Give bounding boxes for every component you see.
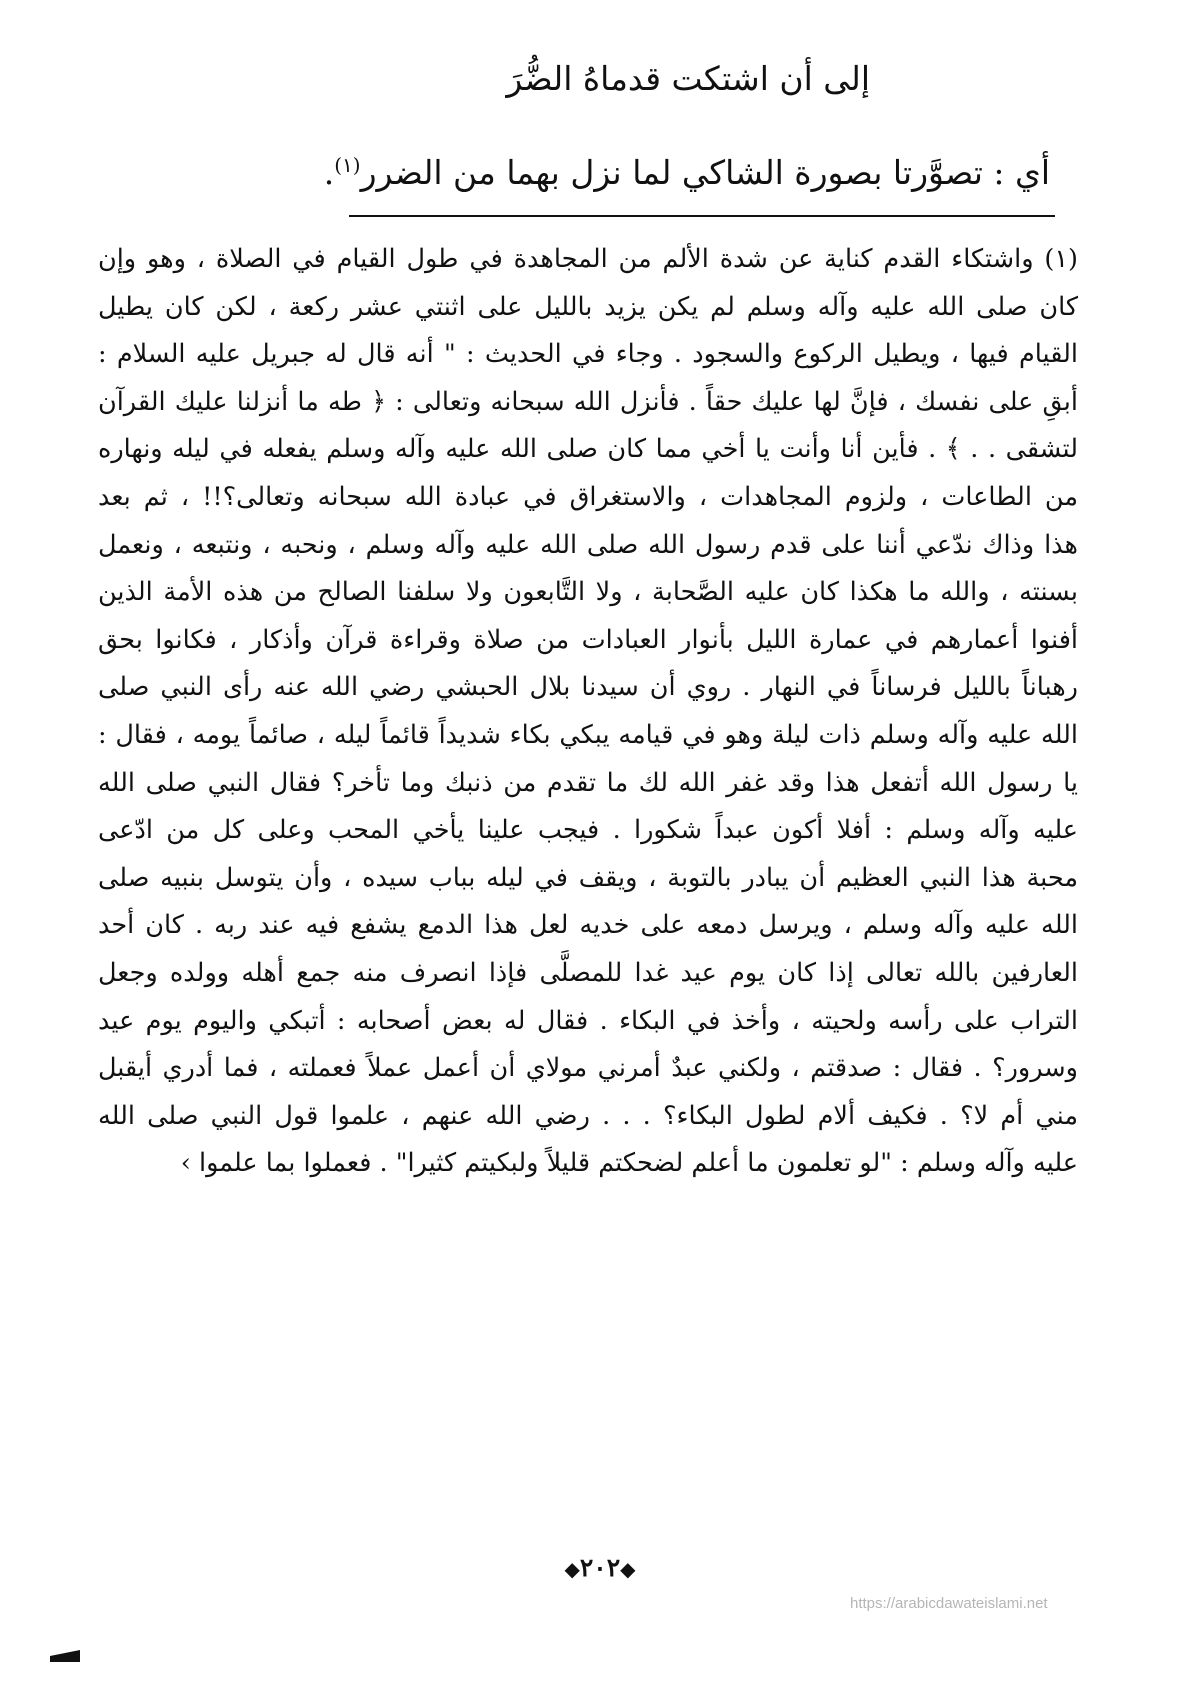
- footnote-reference: (١): [334, 153, 361, 177]
- footnote-line: التراب على رأسه ولحيته ، وأخذ في البكاء . فقال له بعض أصحابه : أتبكي واليوم يوم عيد: [98, 1005, 1078, 1036]
- footnote-divider: [349, 215, 1055, 217]
- footnote-line: القيام فيها ، ويطيل الركوع والسجود . وجاء في الحديث : " أنه قال له جبريل عليه السلام :: [98, 339, 1078, 370]
- watermark-url: https://arabicdawateislami.net: [850, 1595, 1048, 1612]
- footnote-line: لتشقى . . ﴾ . فأين أنا وأنت يا أخي مما كان صلى الله عليه وآله وسلم يفعله في ليله ونهاره: [98, 434, 1078, 465]
- corner-mark: [50, 1650, 80, 1662]
- footnote-line: رهباناً بالليل فرساناً في النهار . روي أن سيدنا بلال الحبشي رضي الله عنه رأى النبي صلى: [98, 672, 1078, 703]
- verse-line: إلى أن اشتكت قدماهُ الضُّرَ: [506, 59, 870, 98]
- footnote-line: هذا وذاك ندّعي أننا على قدم رسول الله صلى الله عليه وآله وسلم ، ونحبه ، ونتبعه ، ونعمل: [98, 529, 1078, 560]
- footnote-line: محبة هذا النبي العظيم أن يبادر بالتوبة ، ويقف في ليله بباب سيده ، وأن يتوسل بنبيه صلى: [98, 862, 1078, 893]
- page-number: [0, 1553, 1200, 1582]
- explanation-line: [270, 148, 1050, 198]
- footnote-line: الله عليه وآله وسلم ، ويرسل دمعه على خديه لعل هذا الدمع يشفع فيه عند ربه . كان أحد: [98, 910, 1078, 941]
- footnote-line: يا رسول الله أتفعل هذا وقد غفر الله لك ما تقدم من ذنبك وما تأخر؟ فقال النبي صلى الله: [98, 767, 1078, 798]
- explanation-end: .: [323, 153, 335, 192]
- footnote-line: بسنته ، والله ما هكذا كان عليه الصَّحابة ، ولا التَّابعون ولا سلفنا الصالح من هذه الأمة الذين: [98, 577, 1078, 608]
- footnote-line: مني أم لا؟ . فكيف ألام لطول البكاء؟ . . . رضي الله عنهم ، علموا قول النبي صلى الله: [98, 1100, 1078, 1131]
- footnote-block: [98, 236, 1078, 1188]
- page-number-text: ٢٠٢: [579, 1553, 621, 1582]
- explanation-text: أي : تصوَّرتا بصورة الشاكي لما نزل بهما من الضرر: [360, 153, 1050, 192]
- footnote-line: من الطاعات ، ولزوم المجاهدات ، والاستغراق في عبادة الله سبحانه وتعالى؟!! ، ثم بعد: [98, 481, 1078, 512]
- footnote-line: الله عليه وآله وسلم ذات ليلة وهو في قيامه يبكي بكاء شديداً قائماً ليله ، صائماً يومه ، فقال :: [98, 719, 1078, 750]
- footnote-line: وسرور؟ . فقال : صدقتم ، ولكني عبدٌ أمرني مولاي أن أعمل عملاً فعملته ، فما أدري أيقبل: [98, 1053, 1078, 1084]
- footnote-line: أفنوا أعمارهم في عمارة الليل بأنوار العبادات من صلاة وقراءة قرآن وأذكار ، فكانوا بحق: [98, 624, 1078, 655]
- footnote-line: عليه وآله وسلم : "لو تعلمون ما أعلم لضحكتم قليلاً ولبكيتم كثيرا" . فعملوا بما علموا ›: [180, 1148, 1078, 1179]
- footnote-line: عليه وآله وسلم : أفلا أكون عبداً شكورا . فيجب علينا يأخي المحب وعلى كل من ادّعى: [98, 815, 1078, 846]
- footnote-line: أبقِ على نفسك ، فإنَّ لها عليك حقاً . فأنزل الله سبحانه وتعالى : ﴿ طه ما أنزلنا عليك القرآن: [98, 386, 1078, 417]
- footnote-line: العارفين بالله تعالى إذا كان يوم عيد غدا للمصلَّى فإذا انصرف منه جمع أهله وولده وجعل: [98, 957, 1078, 988]
- ornament-left-icon: ◆: [564, 1557, 580, 1581]
- ornament-right-icon: ◆: [620, 1557, 636, 1581]
- footnote-line: كان صلى الله عليه وآله وسلم لم يكن يزيد بالليل على اثنتي عشر ركعة ، لكن كان يطيل: [98, 291, 1078, 322]
- footnote-line: (١) واشتكاء القدم كناية عن شدة الألم من المجاهدة في طول القيام في الصلاة ، وهو وإن: [98, 244, 1078, 274]
